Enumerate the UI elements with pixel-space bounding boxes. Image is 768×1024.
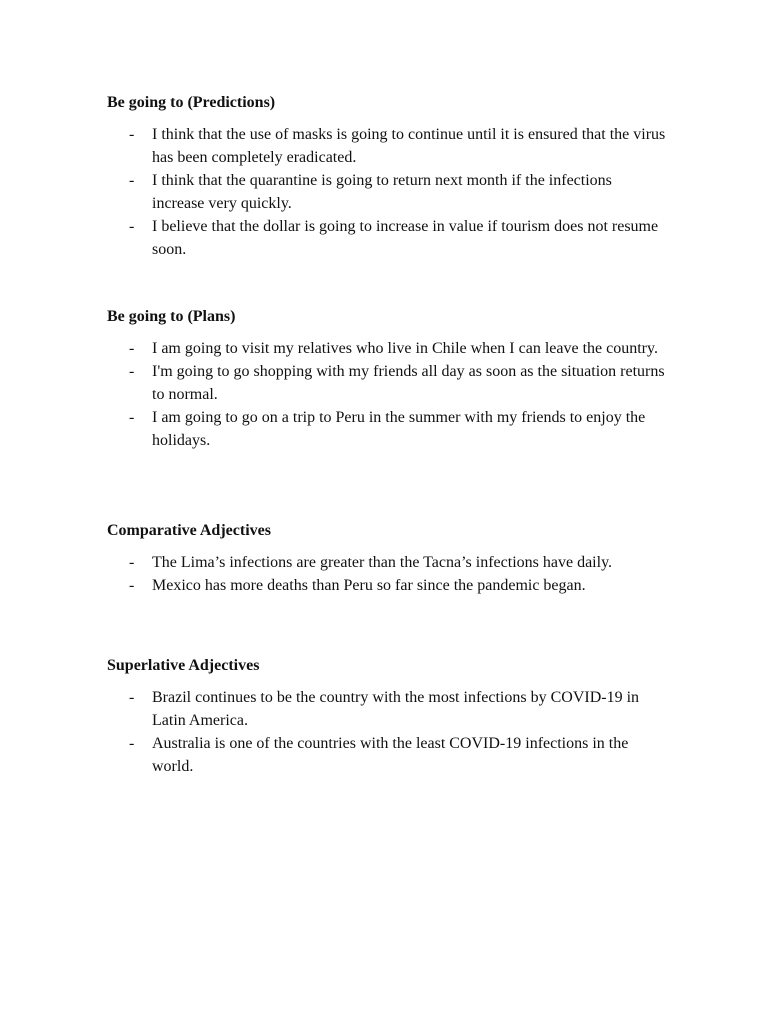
bullet-dash: - bbox=[129, 363, 135, 380]
list-item-text: The Lima’s infections are greater than the Tacna’s infections have daily. bbox=[152, 554, 613, 571]
bullet-dash: - bbox=[129, 577, 135, 594]
section-heading: Comparative Adjectives bbox=[107, 522, 271, 539]
section-plans bbox=[107, 307, 667, 452]
bullet-list bbox=[107, 337, 667, 452]
bullet-dash: - bbox=[129, 689, 135, 706]
list-item bbox=[107, 732, 667, 778]
bullet-dash: - bbox=[129, 735, 135, 752]
list-item bbox=[107, 360, 667, 406]
section-comparative-adjectives bbox=[107, 521, 667, 597]
list-item bbox=[107, 551, 667, 574]
list-item-text: I believe that the dollar is going to increase in value if tourism does not resume soon. bbox=[152, 218, 659, 258]
section-predictions bbox=[107, 93, 667, 261]
section-heading: Superlative Adjectives bbox=[107, 657, 260, 674]
list-item-text: Mexico has more deaths than Peru so far since the pandemic began. bbox=[152, 577, 586, 594]
list-item bbox=[107, 406, 667, 452]
list-item bbox=[107, 169, 667, 215]
list-item bbox=[107, 337, 667, 360]
section-superlative-adjectives bbox=[107, 656, 667, 778]
bullet-list bbox=[107, 686, 667, 778]
bullet-dash: - bbox=[129, 554, 135, 571]
list-item-text: I am going to visit my relatives who live in Chile when I can leave the country. bbox=[152, 340, 658, 357]
list-item-text: I am going to go on a trip to Peru in the summer with my friends to enjoy the holidays. bbox=[152, 409, 646, 449]
list-item-text: I think that the use of masks is going to continue until it is ensured that the virus has been completely eradicated. bbox=[152, 126, 666, 166]
list-item bbox=[107, 215, 667, 261]
bullet-dash: - bbox=[129, 409, 135, 426]
bullet-dash: - bbox=[129, 172, 135, 189]
bullet-dash: - bbox=[129, 340, 135, 357]
bullet-list bbox=[107, 123, 667, 261]
bullet-list bbox=[107, 551, 667, 597]
list-item-text: I'm going to go shopping with my friends all day as soon as the situation returns to normal. bbox=[152, 363, 665, 403]
bullet-dash: - bbox=[129, 126, 135, 143]
section-heading: Be going to (Predictions) bbox=[107, 94, 276, 111]
list-item bbox=[107, 686, 667, 732]
bullet-dash: - bbox=[129, 218, 135, 235]
list-item bbox=[107, 123, 667, 169]
list-item-text: Australia is one of the countries with the least COVID-19 infections in the world. bbox=[152, 735, 629, 775]
list-item-text: I think that the quarantine is going to return next month if the infections increase very quickly. bbox=[152, 172, 612, 212]
section-heading: Be going to (Plans) bbox=[107, 308, 236, 325]
list-item-text: Brazil continues to be the country with the most infections by COVID-19 in Latin America. bbox=[152, 689, 640, 729]
list-item bbox=[107, 574, 667, 597]
